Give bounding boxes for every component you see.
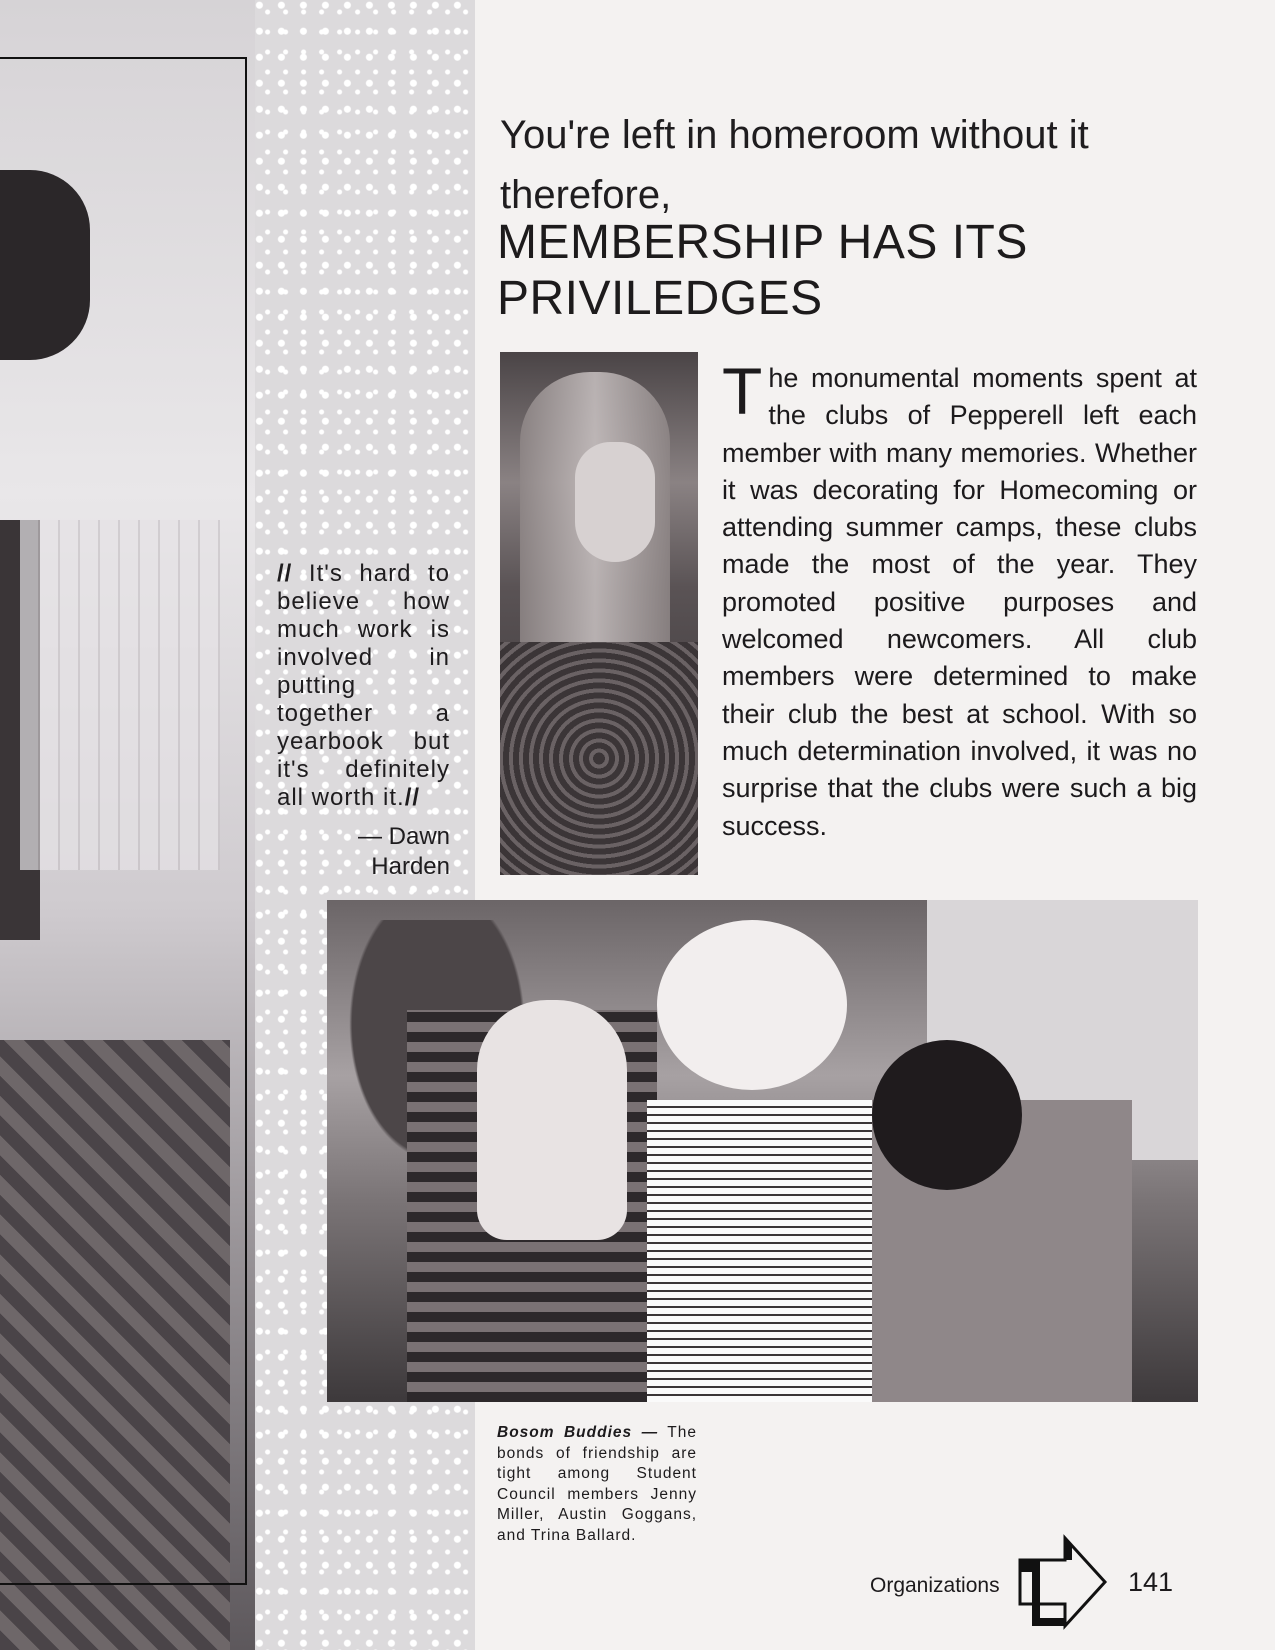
- student-council-group-photo: [327, 900, 1198, 1402]
- left-bleed-photo: [0, 0, 255, 1650]
- body-text: he monumental moments spent at the clubs of Pepperell left each member with many memories. Whether it was decorating for Homecoming or attending summer camps, these clubs made the most of the year. They promoted positive purposes and welcomed newcomers. All club members were determined to make their club the best at school. With so much determination involved, it was no surprise that the clubs were such a big success.: [722, 363, 1197, 841]
- quote-text: It's hard to believe how much work is involved in putting together a yearbook but it's definitely all worth it.: [277, 560, 450, 811]
- section-label: Organizations: [870, 1574, 1000, 1597]
- caption-text: The bonds of friendship are tight among Student Council members Jenny Miller, Austin Goggans, and Trina Ballard.: [497, 1424, 697, 1544]
- student-writing-photo: [500, 352, 698, 875]
- attribution-line-2: Harden: [371, 853, 450, 880]
- caption-title: Bosom Buddies —: [497, 1424, 659, 1441]
- quote-close-marks: //: [404, 784, 421, 811]
- attribution-line-1: — Dawn: [357, 823, 450, 850]
- kicker-text: You're left in homeroom without it therefore,: [500, 113, 1089, 217]
- photo-frame-border: [0, 57, 247, 1585]
- page-number: 141: [1128, 1567, 1174, 1597]
- drop-cap: T: [722, 354, 763, 428]
- quote-attribution: [277, 822, 450, 882]
- page-headline: MEMBERSHIP HAS ITS PRIVILEDGES: [497, 216, 1028, 325]
- quote-open-marks: //: [277, 560, 293, 587]
- photo-caption: [497, 1423, 697, 1546]
- pull-quote: [277, 560, 450, 812]
- body-paragraph: [722, 354, 1197, 845]
- right-arrow-icon: [1010, 1530, 1110, 1634]
